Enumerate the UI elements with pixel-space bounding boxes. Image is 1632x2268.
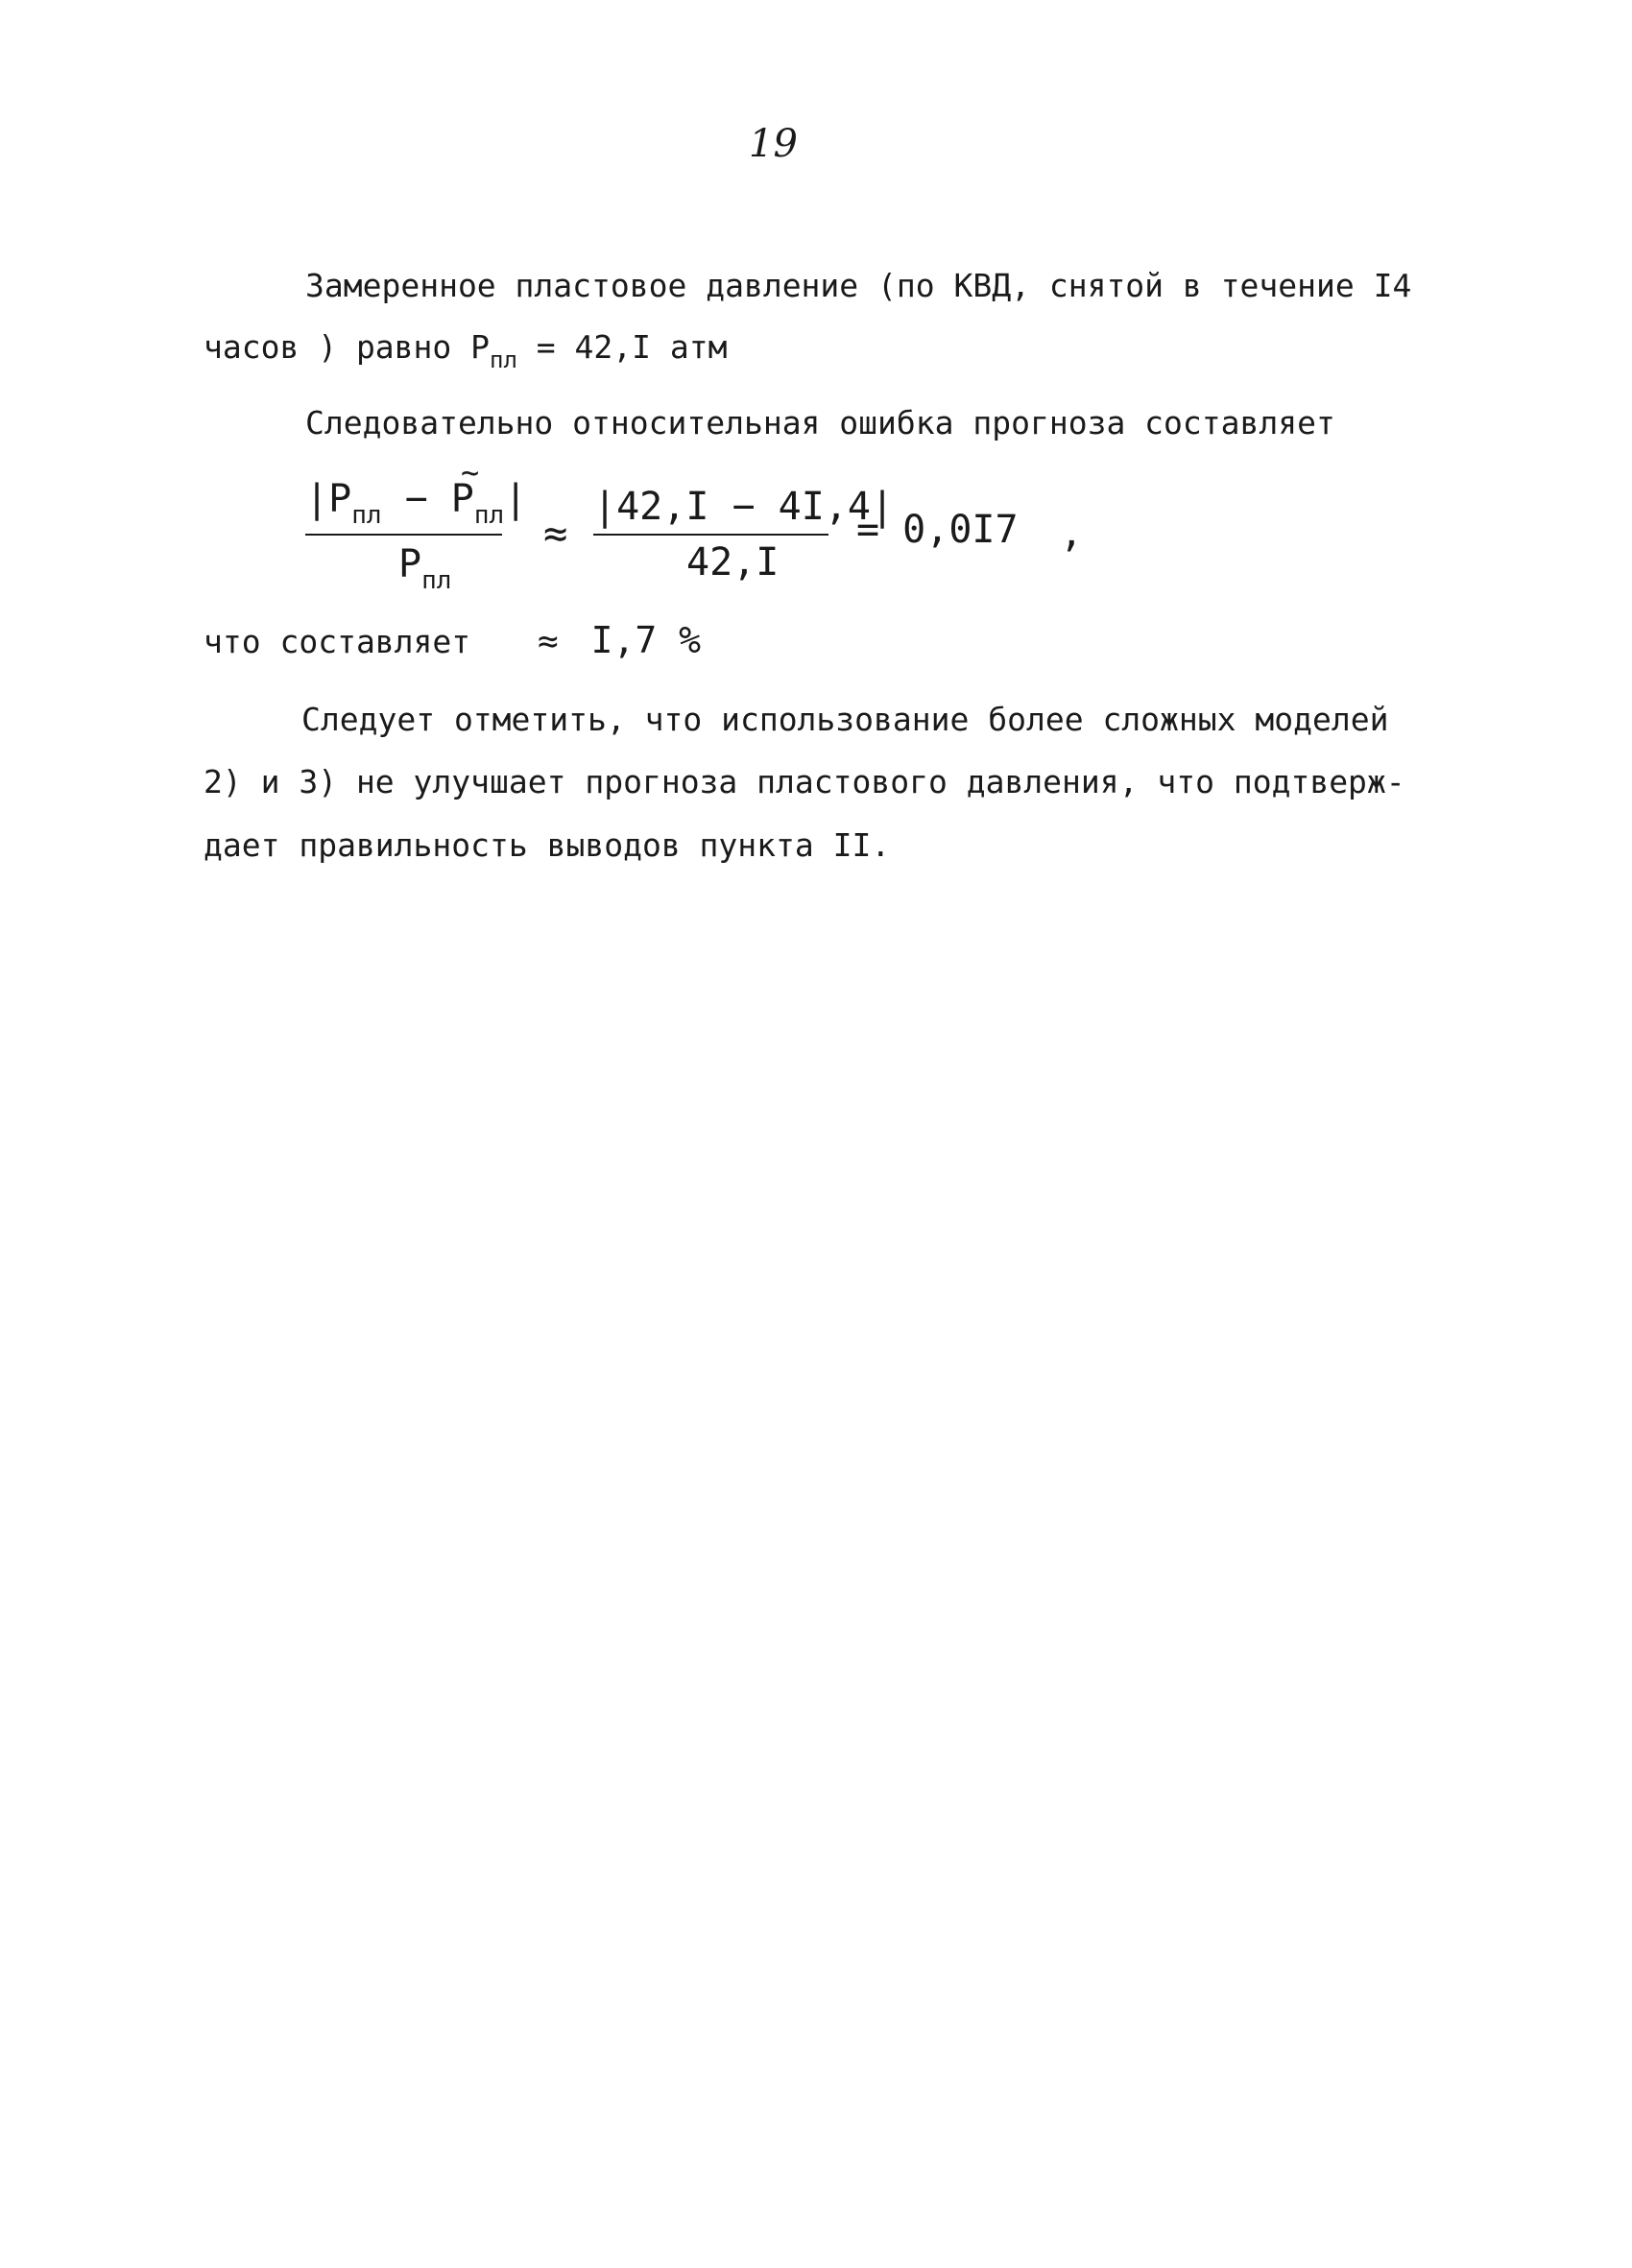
paragraph-1-line-2-prefix: часов ) равно P <box>204 328 491 366</box>
formula-approx-sign: ≈ <box>543 510 568 557</box>
paragraph-1-line-2 <box>204 328 728 373</box>
formula-trailing-comma: , <box>1060 512 1084 556</box>
formula-lhs-numerator <box>305 477 528 530</box>
formula-lhs-fraction-line <box>305 534 502 536</box>
paragraph-1-line-2-suffix: = 42,I атм <box>516 328 728 366</box>
paragraph-3-line-2: 2) и 3) не улучшает прогноза пластового давления, что подтверж- <box>204 763 1405 800</box>
error-percentage-value: I,7 % <box>590 619 701 661</box>
page-number: 19 <box>749 122 798 166</box>
paragraph-3-line-3: дает правильность выводов пункта II. <box>204 826 891 864</box>
formula-p-measured: P <box>328 477 352 521</box>
paragraph-3-line-1: Следует отметить, что использование более сложных моделей <box>301 701 1389 738</box>
formula-p-measured-subscript: пл <box>351 501 382 530</box>
formula-tilde-mark: ~ <box>461 454 480 490</box>
error-percentage-approx-sign: ≈ <box>538 622 559 661</box>
formula-denominator-p: P <box>398 542 422 586</box>
formula-rhs-fraction-line <box>593 534 828 536</box>
formula-rhs-denominator: 42,I <box>686 540 780 585</box>
formula-lhs-denominator <box>398 542 452 595</box>
paragraph-1-line-1: Замеренное пластовое давление (по КВД, снятой в течение I4 <box>305 267 1412 304</box>
formula-denominator-subscript: пл <box>421 566 452 595</box>
formula-p-predicted-subscript: пл <box>473 501 505 530</box>
error-percentage-prefix: что составляет <box>204 623 471 660</box>
formula-abs-bar-left: | <box>305 477 329 521</box>
paragraph-2: Следовательно относительная ошибка прогноза составляет <box>305 404 1335 442</box>
formula-p-predicted: P <box>450 477 474 521</box>
paragraph-1-line-2-subscript: пл <box>490 346 517 373</box>
formula-abs-bar-right: | <box>504 477 528 521</box>
formula-result: = 0,0I7 <box>856 508 1019 552</box>
error-percentage-line <box>204 621 701 661</box>
formula-rhs-numerator: |42,I − 4I,4| <box>593 485 895 529</box>
formula-minus: − <box>381 477 451 521</box>
